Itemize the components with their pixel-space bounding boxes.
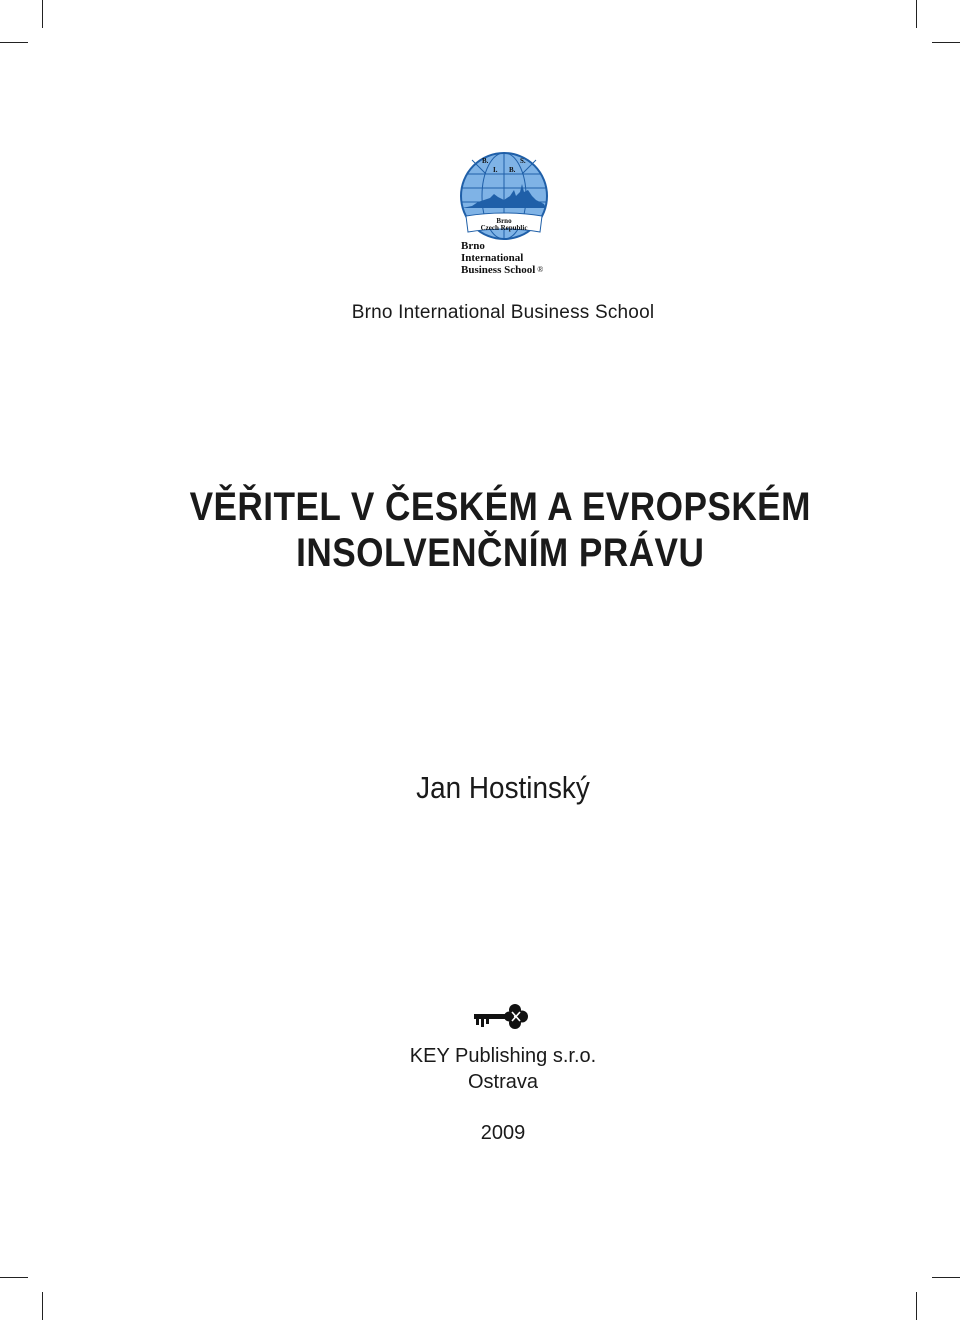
crop-mark-top-right-vertical (916, 0, 917, 28)
crop-mark-bottom-right-horizontal (932, 1277, 960, 1278)
school-logo (452, 150, 562, 282)
logo-name-line1: Brno (461, 240, 485, 252)
globe-logo-icon (452, 150, 562, 240)
ribbon-text-line1: Brno (496, 217, 512, 225)
publisher-name: KEY Publishing s.r.o. (409, 1045, 597, 1067)
crop-mark-top-left-vertical (42, 0, 43, 28)
logo-name-line2: International (461, 252, 524, 264)
crop-mark-top-right-horizontal (932, 42, 960, 43)
registered-mark: ® (537, 265, 544, 274)
publication-year: 2009 (480, 1122, 526, 1144)
book-title-line1: VĚŘITEL V ČESKÉM A EVROPSKÉM (189, 485, 811, 529)
logo-name-line3: Business School (461, 264, 536, 276)
globe-letter-2: I. (493, 166, 498, 174)
logo-name-line3-wrap (461, 264, 543, 276)
publisher-city: Ostrava (467, 1071, 539, 1093)
crop-mark-bottom-right-vertical (916, 1292, 917, 1320)
crop-mark-bottom-left-horizontal (0, 1277, 28, 1278)
globe-letter-1: B. (482, 157, 489, 165)
crop-mark-bottom-left-vertical (42, 1292, 43, 1320)
logo-wordmark (461, 240, 543, 276)
globe-letter-4: S. (520, 157, 526, 165)
book-title (58, 484, 903, 576)
crop-mark-top-left-horizontal (0, 42, 28, 43)
book-title-line2: INSOLVENČNÍM PRÁVU (296, 531, 705, 575)
publisher-block (0, 1043, 960, 1095)
globe-letter-3: B. (509, 166, 516, 174)
ribbon-text-line2: Czech Republic (480, 224, 528, 232)
key-icon (472, 1004, 530, 1030)
institution-name: Brno International Business School (351, 302, 655, 323)
author-name: Jan Hostinský (416, 770, 590, 805)
